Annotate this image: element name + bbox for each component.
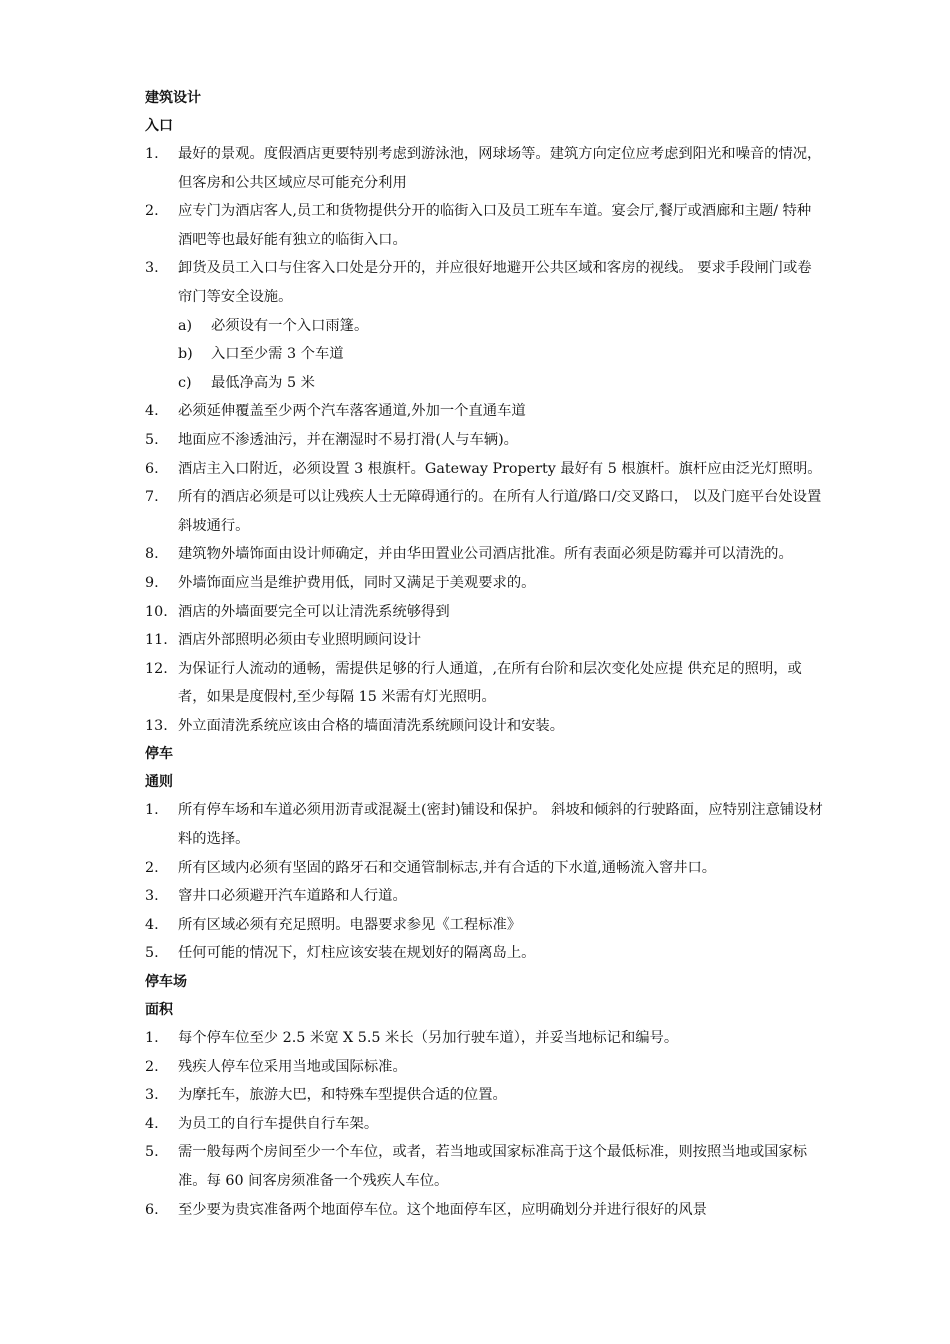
item-text: 外墙饰面应当是维护费用低，同时又满足于美观要求的。 — [178, 574, 536, 591]
doc-title: 建筑设计 — [145, 90, 201, 106]
parking-lot-area-list — [145, 1024, 825, 1224]
item-number: 6. — [145, 460, 159, 477]
item-number: 3. — [145, 1087, 159, 1104]
item-number: 5. — [145, 945, 159, 962]
item-number: 3. — [145, 888, 159, 905]
item-text: 最低净高为 5 米 — [211, 374, 315, 391]
item-text: 应专门为酒店客人,员工和货物提供分开的临街入口及员工班车车道。宴会厅,餐厅或酒廊和主题/ 特种酒吧等也最好能有独立的临街入口。 — [178, 203, 812, 248]
item-number: 11. — [145, 632, 168, 649]
list-item — [145, 197, 825, 254]
list-item — [145, 1196, 825, 1225]
item-number: 5. — [145, 1144, 159, 1161]
sub-list-item — [145, 340, 825, 369]
item-number: 3. — [145, 260, 159, 277]
item-number: 4. — [145, 1115, 159, 1132]
item-letter: c) — [178, 374, 192, 391]
item-number: 2. — [145, 203, 159, 220]
item-number: 9. — [145, 574, 159, 591]
list-item — [145, 939, 825, 968]
list-item — [145, 254, 825, 311]
item-number: 4. — [145, 403, 159, 420]
item-number: 12. — [145, 660, 168, 677]
list-item — [145, 626, 825, 655]
section-heading-parking: 停车 — [145, 746, 173, 763]
list-item — [145, 712, 825, 741]
list-item — [145, 1053, 825, 1082]
list-item — [145, 854, 825, 883]
list-item — [145, 1138, 825, 1195]
item-number: 10. — [145, 603, 168, 620]
list-item — [145, 569, 825, 598]
item-number: 5. — [145, 431, 159, 448]
item-number: 6. — [145, 1201, 159, 1218]
item-letter: a) — [178, 317, 193, 334]
subsection-heading-area: 面积 — [145, 1002, 173, 1019]
item-text: 需一般每两个房间至少一个车位，或者，若当地或国家标准高于这个最低标准，则按照当地或国家标准。每 60 间客房须准备一个残疾人车位。 — [178, 1144, 808, 1189]
item-text: 所有的酒店必须是可以让残疾人士无障碍通行的。在所有人行道/路口/交叉路口， 以及门庭平台处设置斜坡通行。 — [178, 489, 822, 534]
item-text: 地面应不渗透油污，并在潮湿时不易打滑(人与车辆)。 — [178, 431, 518, 448]
item-text: 卸货及员工入口与住客入口处是分开的，并应很好地避开公共区域和客房的视线。 要求手段闸门或卷帘门等安全设施。 — [178, 260, 812, 305]
subsection-heading-general: 通则 — [145, 774, 173, 791]
list-item — [145, 540, 825, 569]
list-item — [145, 655, 825, 712]
item-text: 为员工的自行车提供自行车架。 — [178, 1115, 379, 1132]
item-text: 至少要为贵宾准备两个地面停车位。这个地面停车区，应明确划分并进行很好的风景 — [178, 1201, 707, 1218]
sub-list-item — [145, 312, 825, 341]
item-text: 残疾人停车位采用当地或国际标准。 — [178, 1058, 407, 1075]
item-text: 必须设有一个入口雨篷。 — [211, 317, 369, 334]
item-text: 所有区域内必须有坚固的路牙石和交通管制标志,并有合适的下水道,通畅流入窨井口。 — [178, 859, 717, 876]
list-item — [145, 882, 825, 911]
parking-general-list — [145, 796, 825, 968]
section-heading-entrance: 入口 — [145, 118, 173, 134]
item-text: 酒店外部照明必须由专业照明顾问设计 — [178, 632, 422, 649]
item-text: 入口至少需 3 个车道 — [211, 346, 344, 363]
item-text: 最好的景观。度假酒店更要特别考虑到游泳池，网球场等。建筑方向定位应考虑到阳光和噪音的情况，但客房和公共区域应尽可能充分利用 — [178, 146, 822, 191]
list-item — [145, 455, 825, 484]
entrance-list — [145, 140, 825, 740]
item-text: 酒店的外墙面要完全可以让清洗系统够得到 — [178, 603, 450, 620]
item-text: 任何可能的情况下，灯柱应该安装在规划好的隔离岛上。 — [178, 945, 536, 962]
item-number: 4. — [145, 916, 159, 933]
item-number: 2. — [145, 1058, 159, 1075]
list-item — [145, 397, 825, 426]
item-text: 每个停车位至少 2.5 米宽 X 5.5 米长（另加行驶车道），并妥当地标记和编号。 — [178, 1030, 679, 1047]
list-item — [145, 598, 825, 627]
item-text: 所有区域必须有充足照明。电器要求参见《工程标准》 — [178, 916, 522, 933]
item-text: 为保证行人流动的通畅，需提供足够的行人通道，,在所有台阶和层次变化处应提 供充足的照明，或者，如果是度假村,至少每隔 15 米需有灯光照明。 — [178, 660, 802, 706]
list-item — [145, 796, 825, 853]
item-number: 8. — [145, 546, 159, 563]
item-text: 酒店主入口附近，必须设置 3 根旗杆。Gateway Property 最好有 5 根旗杆。旗杆应由泛光灯照明。 — [178, 460, 822, 477]
item-letter: b) — [178, 346, 193, 363]
item-number: 1. — [145, 802, 159, 819]
list-item — [145, 483, 825, 540]
item-number: 7. — [145, 489, 159, 506]
list-item — [145, 426, 825, 455]
list-item — [145, 911, 825, 940]
item-number: 1. — [145, 1030, 159, 1047]
item-text: 外立面清洗系统应该由合格的墙面清洗系统顾问设计和安装。 — [178, 717, 565, 734]
item-text: 建筑物外墙饰面由设计师确定，并由华田置业公司酒店批准。所有表面必须是防霉并可以清洗的。 — [178, 546, 793, 563]
list-item — [145, 1110, 825, 1139]
sub-list-item — [145, 369, 825, 398]
item-text: 窨井口必须避开汽车道路和人行道。 — [178, 888, 407, 905]
item-text: 必须延伸覆盖至少两个汽车落客通道,外加一个直通车道 — [178, 403, 526, 420]
item-text: 为摩托车，旅游大巴，和特殊车型提供合适的位置。 — [178, 1087, 507, 1104]
item-number: 13. — [145, 717, 168, 734]
list-item — [145, 140, 825, 197]
item-number: 1. — [145, 146, 159, 162]
document-body — [145, 84, 825, 1224]
item-number: 2. — [145, 859, 159, 876]
list-item — [145, 1024, 825, 1053]
item-text: 所有停车场和车道必须用沥青或混凝土(密封)铺设和保护。 斜坡和倾斜的行驶路面，应特别注意铺设材料的选择。 — [178, 802, 823, 848]
section-heading-parking-lot: 停车场 — [145, 974, 187, 991]
list-item — [145, 1081, 825, 1110]
